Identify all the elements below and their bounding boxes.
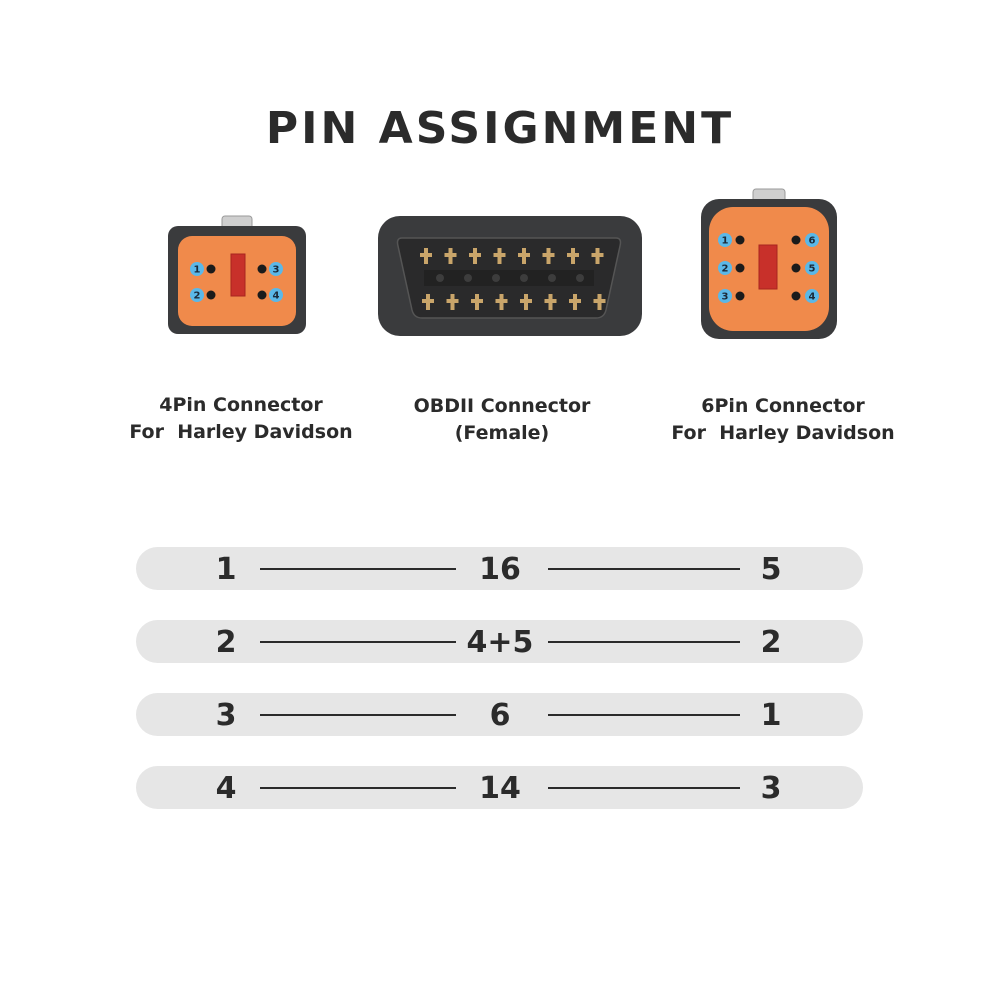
caption-line-2: For Harley Davidson [671,422,895,444]
obd-cavity [436,274,444,282]
obd-pin-value: 14 [479,771,521,806]
connection-line [548,714,740,716]
pin-mapping-row [136,620,863,663]
six-pin-connector-caption [648,393,918,447]
caption-line-2: For Harley Davidson [129,421,353,443]
pin-label-1: 1 [721,235,729,247]
connection-line [260,641,456,643]
obd-cavity [492,274,500,282]
four-pin-connector-caption [106,392,376,446]
caption-line-1: 4Pin Connector [159,394,323,416]
pin-label-2: 2 [721,263,729,275]
pin-label-3: 3 [272,264,280,276]
obd-connector-caption [380,393,624,447]
page-title: PIN ASSIGNMENT [265,103,735,154]
four-pin-value: 1 [215,552,237,587]
pin-mapping-row [136,766,863,809]
connection-line [260,714,456,716]
pin-mapping-row [136,693,863,736]
connection-line [260,568,456,570]
obd-cavity [520,274,528,282]
caption-line-1: OBDII Connector [413,395,591,417]
six-pin-value: 1 [760,698,782,733]
obd-connector-image [370,210,650,342]
six-pin-value: 2 [760,625,782,660]
pin-label-3: 3 [721,291,729,303]
obd-pin-value: 4+5 [466,625,534,660]
four-pin-value: 2 [215,625,237,660]
four-pin-connector-image [158,210,318,342]
connection-line [260,787,456,789]
six-pin-value: 5 [760,552,782,587]
obd-cavity [576,274,584,282]
pin-mapping-row [136,547,863,590]
connection-line [548,787,740,789]
six-pin-value: 3 [760,771,782,806]
pin-label-4: 4 [808,291,816,303]
obd-cavity [464,274,472,282]
caption-line-1: 6Pin Connector [701,395,865,417]
pin-label-6: 6 [808,235,816,247]
four-pin-value: 3 [215,698,237,733]
obd-pin-value: 6 [489,698,511,733]
six-pin-connector-image [695,185,843,345]
pin-label-4: 4 [272,290,280,302]
connection-line [548,641,740,643]
obd-pin-value: 16 [479,552,521,587]
obd-cavity [548,274,556,282]
pin-label-1: 1 [193,264,201,276]
four-pin-value: 4 [215,771,237,806]
caption-line-2: (Female) [454,422,550,444]
pin-label-2: 2 [193,290,201,302]
pin-label-5: 5 [808,263,816,275]
connection-line [548,568,740,570]
